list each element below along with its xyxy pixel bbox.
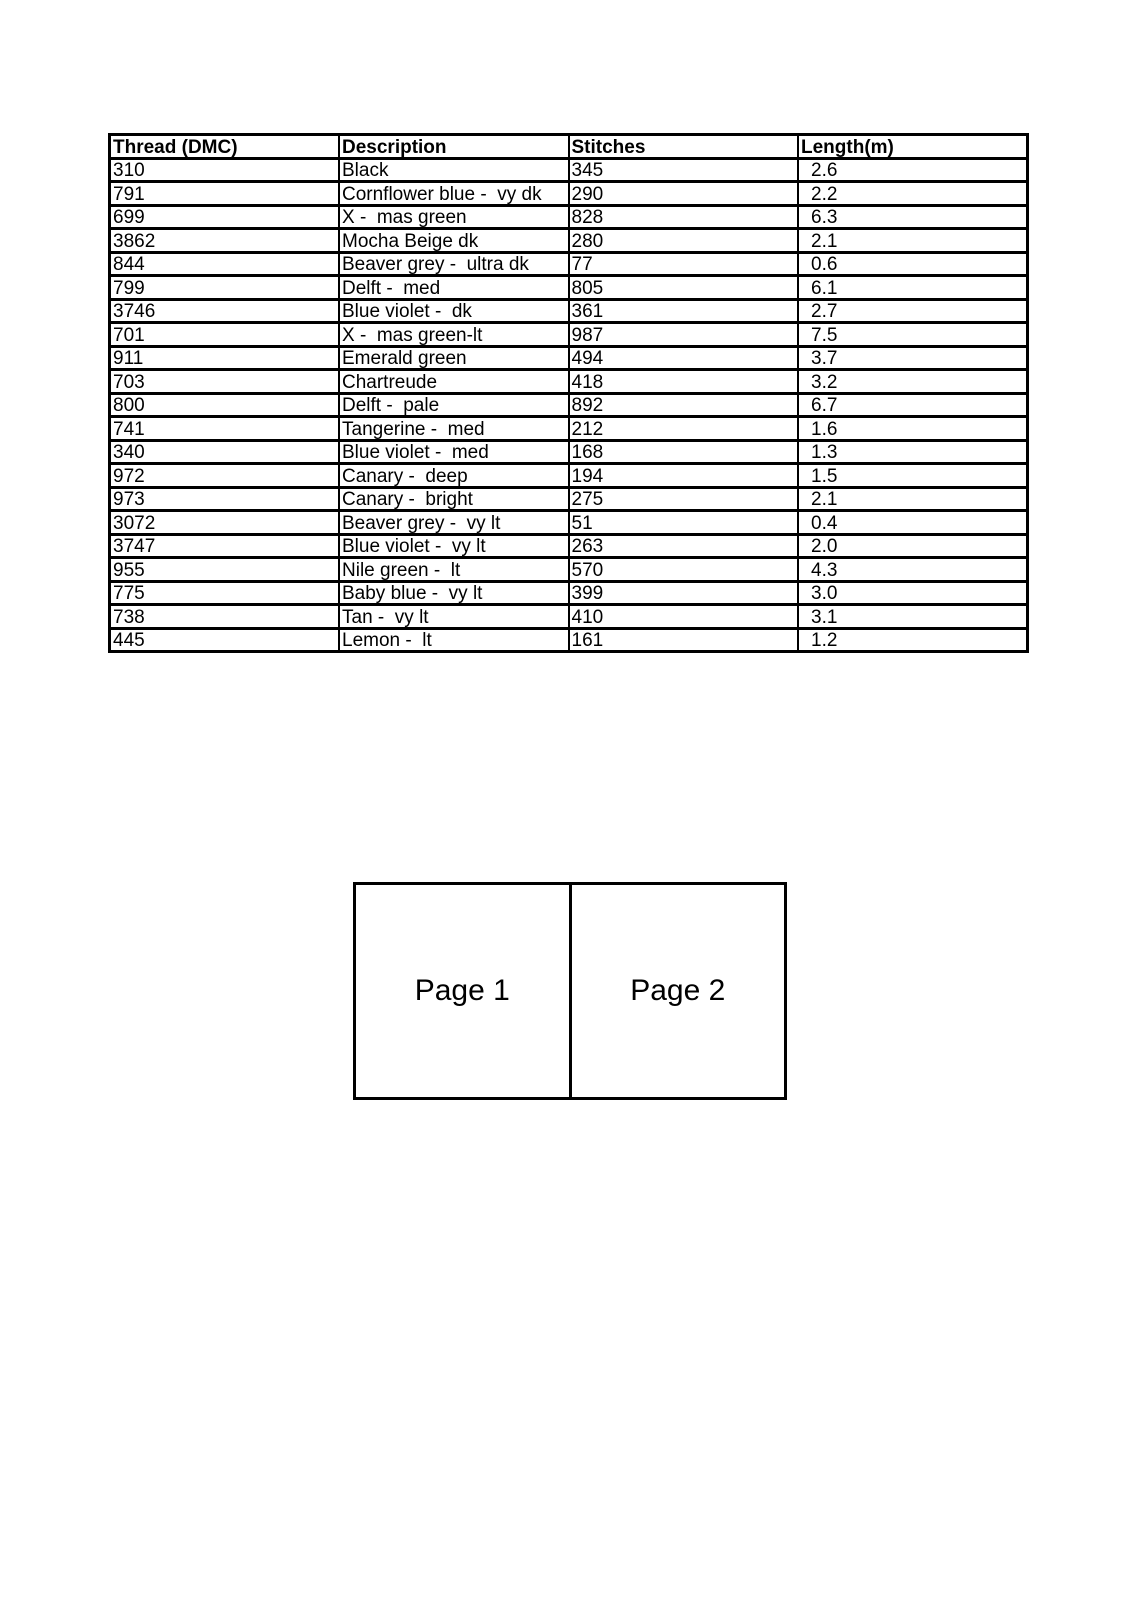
description-cell: Blue violet - med — [339, 440, 569, 464]
table-row — [110, 299, 1028, 323]
thread-cell: 800 — [110, 393, 340, 417]
thread-cell: 738 — [110, 605, 340, 629]
length-cell: 1.5 — [798, 464, 1028, 488]
length-cell: 0.4 — [798, 511, 1028, 535]
header-stitches: Stitches — [569, 135, 799, 159]
description-cell: Baby blue - vy lt — [339, 581, 569, 605]
thread-cell: 741 — [110, 417, 340, 441]
thread-cell: 799 — [110, 276, 340, 300]
table-row — [110, 417, 1028, 441]
length-cell: 2.2 — [798, 182, 1028, 206]
table-row — [110, 534, 1028, 558]
stitches-cell: 51 — [569, 511, 799, 535]
table-row — [110, 464, 1028, 488]
description-cell: Tangerine - med — [339, 417, 569, 441]
length-cell: 6.3 — [798, 205, 1028, 229]
description-cell: Blue violet - dk — [339, 299, 569, 323]
thread-cell: 310 — [110, 158, 340, 182]
stitches-cell: 494 — [569, 346, 799, 370]
stitches-cell: 892 — [569, 393, 799, 417]
stitches-cell: 805 — [569, 276, 799, 300]
stitches-cell: 290 — [569, 182, 799, 206]
table-row — [110, 628, 1028, 652]
length-cell: 2.6 — [798, 158, 1028, 182]
length-cell: 3.7 — [798, 346, 1028, 370]
thread-cell: 701 — [110, 323, 340, 347]
length-cell: 2.0 — [798, 534, 1028, 558]
page-1-box: Page 1 — [414, 974, 510, 1007]
thread-cell: 973 — [110, 487, 340, 511]
description-cell: Emerald green — [339, 346, 569, 370]
thread-cell: 445 — [110, 628, 340, 652]
stitches-cell: 410 — [569, 605, 799, 629]
table-row — [110, 252, 1028, 276]
header-thread: Thread (DMC) — [110, 135, 340, 159]
table-row — [110, 558, 1028, 582]
stitches-cell: 263 — [569, 534, 799, 558]
length-cell: 6.7 — [798, 393, 1028, 417]
description-cell: Beaver grey - ultra dk — [339, 252, 569, 276]
thread-cell: 3747 — [110, 534, 340, 558]
table-body — [110, 158, 1028, 652]
table-row — [110, 487, 1028, 511]
stitches-cell: 987 — [569, 323, 799, 347]
stitches-cell: 345 — [569, 158, 799, 182]
table-row — [110, 511, 1028, 535]
description-cell: Canary - deep — [339, 464, 569, 488]
table-row — [110, 276, 1028, 300]
table-row — [110, 370, 1028, 394]
length-cell: 6.1 — [798, 276, 1028, 300]
stitches-cell: 161 — [569, 628, 799, 652]
table-header-row — [110, 135, 1028, 159]
stitches-cell: 77 — [569, 252, 799, 276]
table-row — [110, 205, 1028, 229]
table-row — [110, 229, 1028, 253]
length-cell: 2.1 — [798, 487, 1028, 511]
stitches-cell: 418 — [569, 370, 799, 394]
table-row — [110, 440, 1028, 464]
thread-cell: 955 — [110, 558, 340, 582]
page-2-box: Page 2 — [569, 885, 785, 1097]
description-cell: Tan - vy lt — [339, 605, 569, 629]
thread-cell: 911 — [110, 346, 340, 370]
length-cell: 4.3 — [798, 558, 1028, 582]
thread-cell: 3746 — [110, 299, 340, 323]
header-length: Length(m) — [798, 135, 1028, 159]
table-row — [110, 158, 1028, 182]
stitches-cell: 168 — [569, 440, 799, 464]
stitches-cell: 194 — [569, 464, 799, 488]
stitches-cell: 280 — [569, 229, 799, 253]
thread-cell: 791 — [110, 182, 340, 206]
description-cell: Nile green - lt — [339, 558, 569, 582]
description-cell: Chartreude — [339, 370, 569, 394]
length-cell: 7.5 — [798, 323, 1028, 347]
stitches-cell: 828 — [569, 205, 799, 229]
stitches-cell: 212 — [569, 417, 799, 441]
stitches-cell: 399 — [569, 581, 799, 605]
length-cell: 2.1 — [798, 229, 1028, 253]
length-cell: 1.6 — [798, 417, 1028, 441]
thread-cell: 3072 — [110, 511, 340, 535]
page-layout-diagram — [353, 882, 787, 1100]
header-description: Description — [339, 135, 569, 159]
table-row — [110, 393, 1028, 417]
length-cell: 1.2 — [798, 628, 1028, 652]
length-cell: 3.1 — [798, 605, 1028, 629]
description-cell: Blue violet - vy lt — [339, 534, 569, 558]
table-row — [110, 323, 1028, 347]
length-cell: 3.2 — [798, 370, 1028, 394]
table-row — [110, 605, 1028, 629]
table-row — [110, 581, 1028, 605]
length-cell: 2.7 — [798, 299, 1028, 323]
thread-cell: 972 — [110, 464, 340, 488]
stitches-cell: 275 — [569, 487, 799, 511]
thread-cell: 844 — [110, 252, 340, 276]
length-cell: 3.0 — [798, 581, 1028, 605]
description-cell: Delft - pale — [339, 393, 569, 417]
thread-cell: 703 — [110, 370, 340, 394]
description-cell: Mocha Beige dk — [339, 229, 569, 253]
length-cell: 0.6 — [798, 252, 1028, 276]
description-cell: Beaver grey - vy lt — [339, 511, 569, 535]
length-cell: 1.3 — [798, 440, 1028, 464]
description-cell: Cornflower blue - vy dk — [339, 182, 569, 206]
description-cell: X - mas green-lt — [339, 323, 569, 347]
thread-cell: 3862 — [110, 229, 340, 253]
description-cell: Canary - bright — [339, 487, 569, 511]
thread-cell: 340 — [110, 440, 340, 464]
description-cell: X - mas green — [339, 205, 569, 229]
stitches-cell: 570 — [569, 558, 799, 582]
description-cell: Black — [339, 158, 569, 182]
description-cell: Delft - med — [339, 276, 569, 300]
thread-table — [108, 133, 1029, 653]
description-cell: Lemon - lt — [339, 628, 569, 652]
stitches-cell: 361 — [569, 299, 799, 323]
table-row — [110, 182, 1028, 206]
table-row — [110, 346, 1028, 370]
thread-cell: 699 — [110, 205, 340, 229]
thread-cell: 775 — [110, 581, 340, 605]
